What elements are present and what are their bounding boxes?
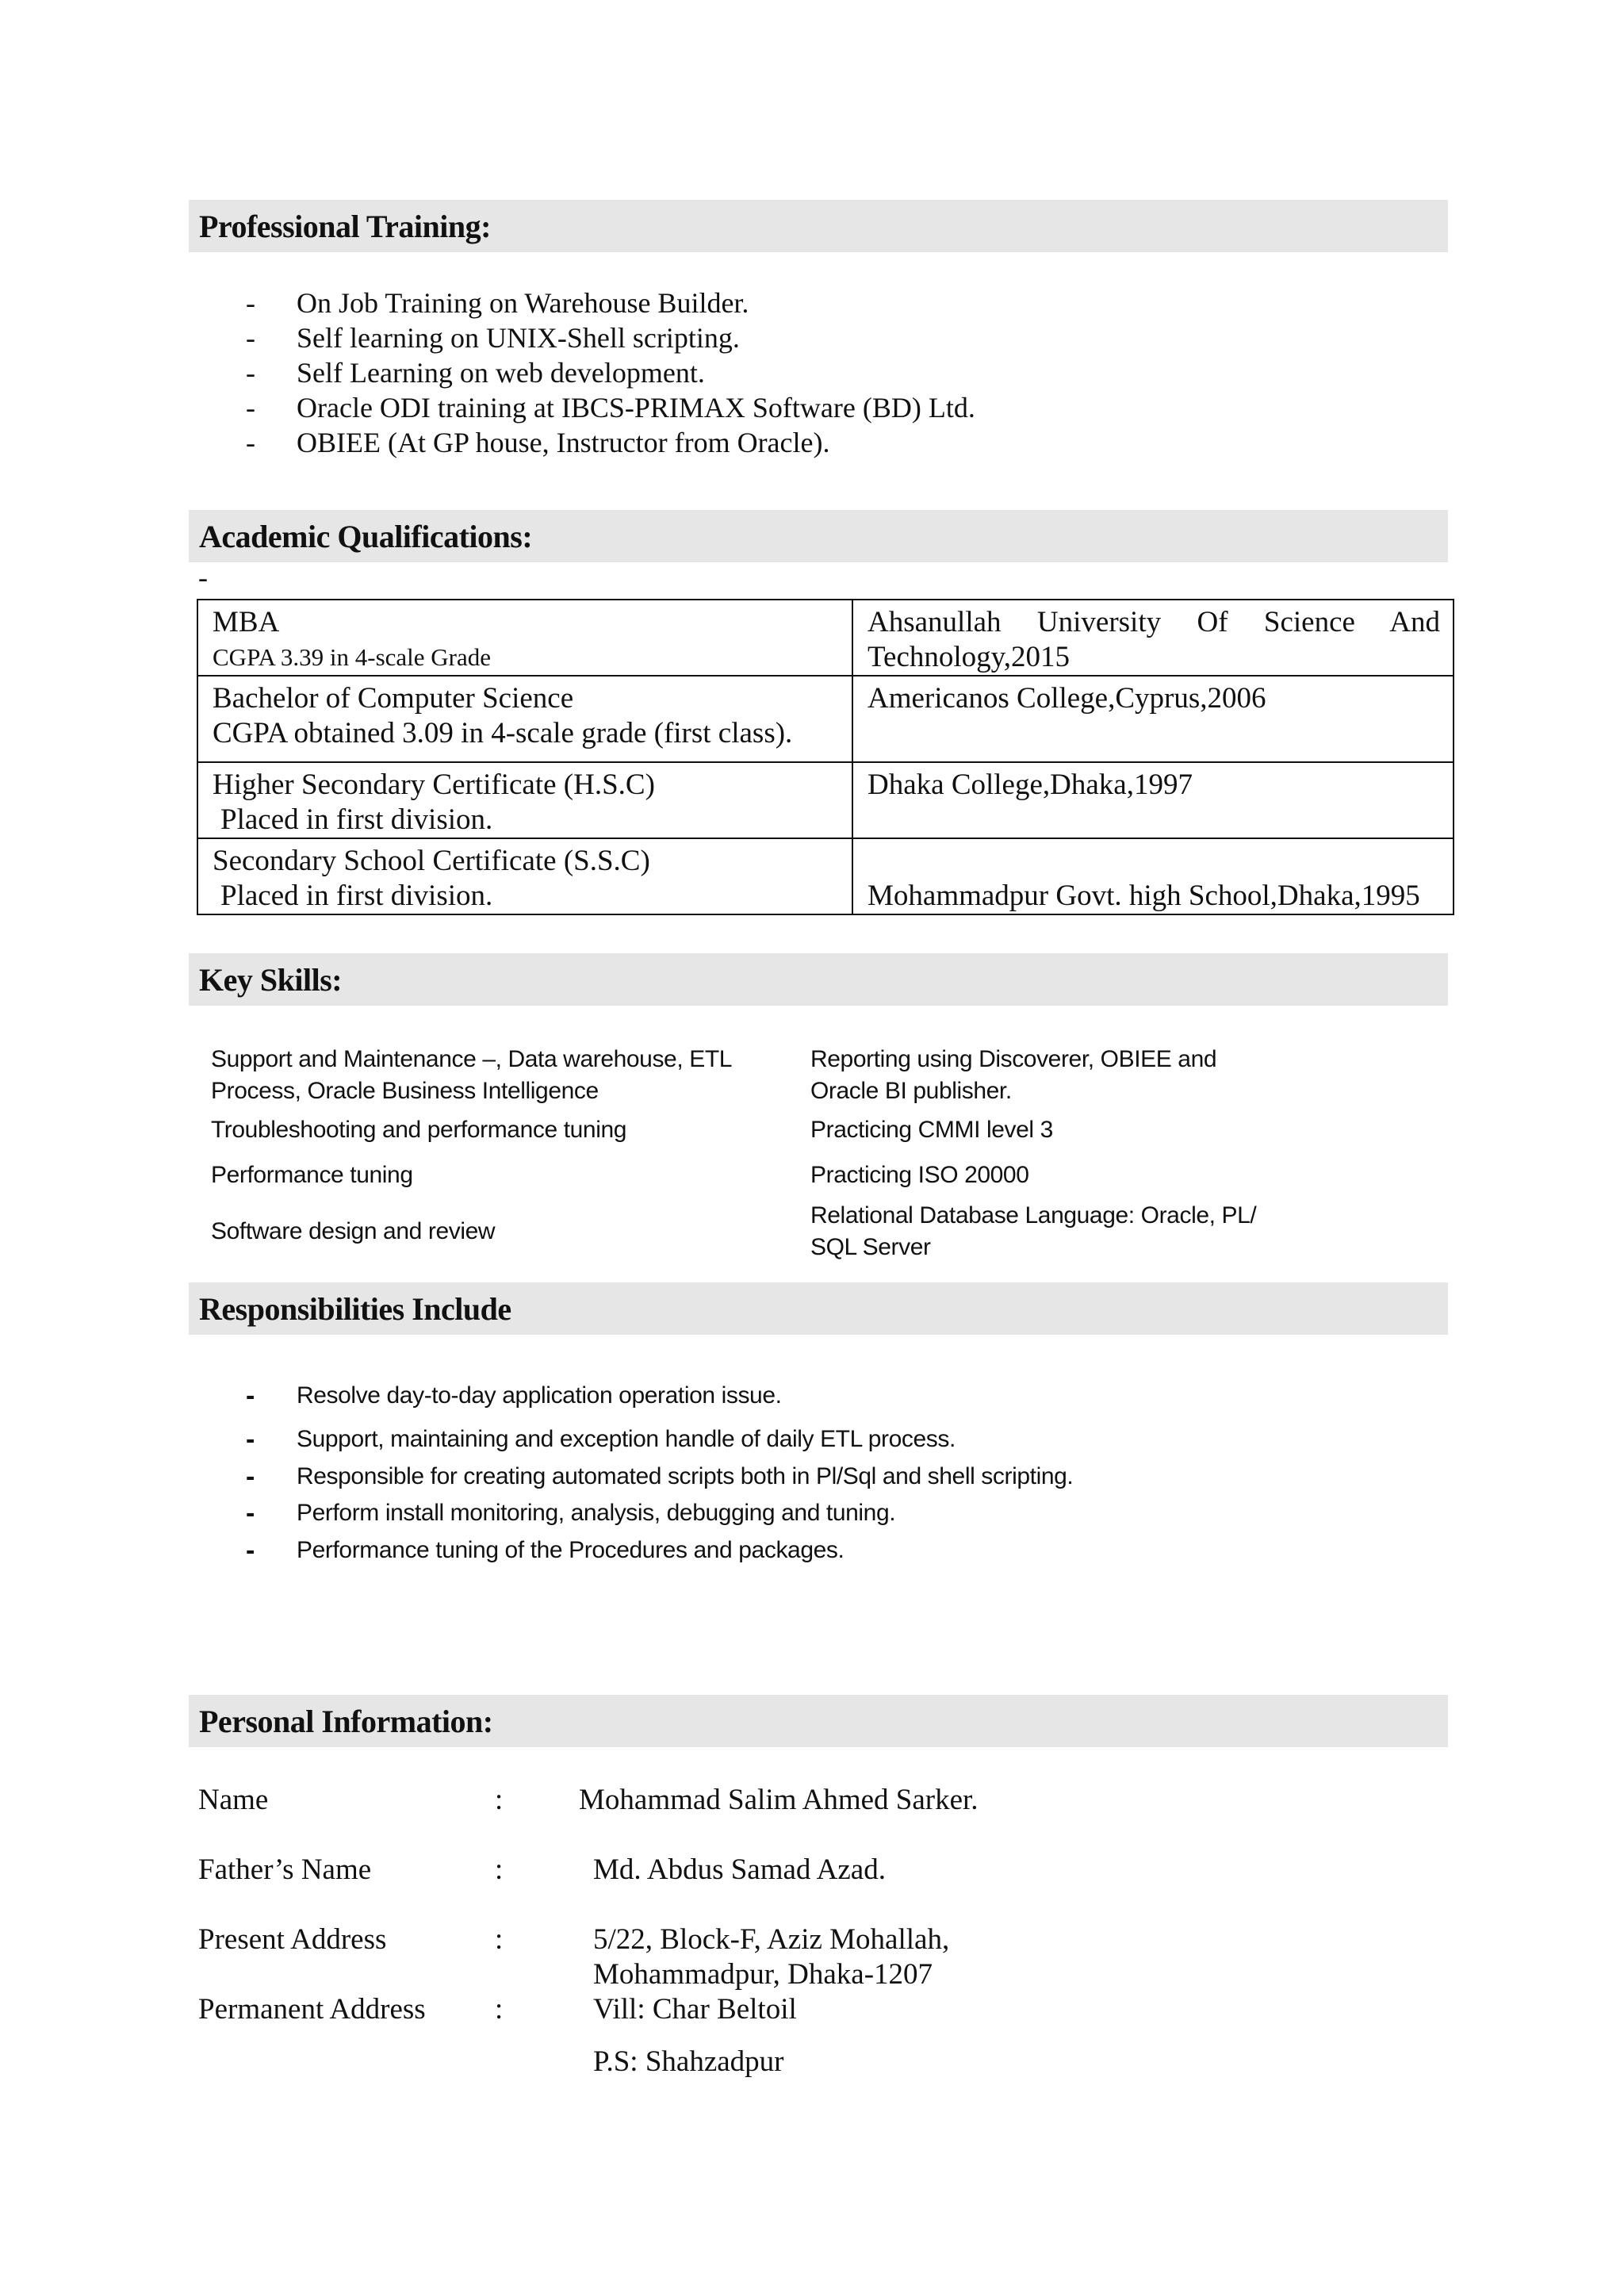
list-item: - Support, maintaining and exception handle of daily ETL process. xyxy=(246,1424,956,1455)
name-value: Mohammad Salim Ahmed Sarker. xyxy=(579,1784,979,1816)
table-row xyxy=(197,600,1454,676)
dash-bullet: - xyxy=(246,287,255,319)
institution-cell: Ahsanullah University Of Science And Technology,2015 xyxy=(852,600,1454,676)
present-address-line2: Mohammadpur, Dhaka-1207 xyxy=(593,1958,933,1991)
father-name-value: Md. Abdus Samad Azad. xyxy=(593,1853,886,1886)
list-item: - Self Learning on web development. xyxy=(246,357,705,389)
academic-qualifications-header xyxy=(189,510,1448,562)
skill-item: Software design and review xyxy=(211,1218,496,1244)
skill-item: Practicing CMMI level 3 xyxy=(810,1117,1053,1143)
skill-row xyxy=(211,1114,1321,1159)
colon: : xyxy=(495,1993,504,2026)
degree-cell: MBA CGPA 3.39 in 4-scale Grade xyxy=(197,600,852,676)
list-item: - Resolve day-to-day application operation issue. xyxy=(246,1381,782,1411)
dash-bullet: - xyxy=(246,1498,255,1528)
responsibilities-list xyxy=(246,1382,1073,1573)
dash-bullet: - xyxy=(246,1381,255,1411)
skill-row xyxy=(211,1200,1321,1267)
dash-bullet: - xyxy=(246,1424,255,1455)
father-name-label: Father’s Name xyxy=(198,1853,372,1886)
present-address-line1: 5/22, Block-F, Aziz Mohallah, xyxy=(593,1923,950,1956)
key-skills-grid xyxy=(211,1044,1321,1267)
dash-bullet: - xyxy=(246,427,255,458)
dash-bullet: - xyxy=(246,1461,255,1492)
colon: : xyxy=(495,1923,504,1956)
training-list xyxy=(246,286,975,460)
skill-item: Relational Database Language: Oracle, PL/ SQL Server xyxy=(810,1202,1257,1260)
section-title: Professional Training: xyxy=(199,209,491,244)
list-item: - OBIEE (At GP house, Instructor from Oracle). xyxy=(246,427,830,458)
table-row xyxy=(197,762,1454,838)
list-item: - Performance tuning of the Procedures and packages. xyxy=(246,1535,845,1566)
table-row xyxy=(197,838,1454,914)
skill-row xyxy=(211,1044,1321,1114)
section-title: Key Skills: xyxy=(199,962,343,998)
permanent-address-label: Permanent Address xyxy=(198,1993,426,2026)
list-item: - Self learning on UNIX-Shell scripting. xyxy=(246,322,740,354)
degree-cell: Higher Secondary Certificate (H.S.C) Placed in first division. xyxy=(197,762,852,838)
section-title: Responsibilities Include xyxy=(199,1291,511,1327)
institution-cell: Mohammadpur Govt. high School,Dhaka,1995 xyxy=(852,838,1454,914)
list-item: - Perform install monitoring, analysis, debugging and tuning. xyxy=(246,1498,896,1528)
table-row xyxy=(197,676,1454,762)
degree-cell: Bachelor of Computer Science CGPA obtained 3.09 in 4-scale grade (first class). xyxy=(197,676,852,762)
list-item: - Responsible for creating automated scripts both in Pl/Sql and shell scripting. xyxy=(246,1461,1074,1492)
name-label: Name xyxy=(198,1784,269,1816)
skill-row xyxy=(211,1159,1321,1200)
present-address-label: Present Address xyxy=(198,1923,387,1956)
responsibilities-header xyxy=(189,1282,1448,1335)
colon: : xyxy=(495,1853,504,1886)
personal-information-header xyxy=(189,1695,1448,1747)
key-skills-header xyxy=(189,953,1448,1006)
degree-cell: Secondary School Certificate (S.S.C) Placed in first division. xyxy=(197,838,852,914)
skill-item: Performance tuning xyxy=(211,1162,413,1188)
dash-bullet: - xyxy=(246,322,255,354)
professional-training-header xyxy=(189,200,1448,252)
section-title: Personal Information: xyxy=(199,1704,493,1739)
section-title: Academic Qualifications: xyxy=(199,519,533,554)
institution-cell: Americanos College,Cyprus,2006 xyxy=(852,676,1454,762)
dash-bullet: - xyxy=(246,1535,255,1566)
skill-item: Practicing ISO 20000 xyxy=(810,1162,1029,1188)
institution-cell: Dhaka College,Dhaka,1997 xyxy=(852,762,1454,838)
academic-table xyxy=(197,599,1454,915)
list-item: - Oracle ODI training at IBCS-PRIMAX Software (BD) Ltd. xyxy=(246,392,975,424)
permanent-address-line1: Vill: Char Beltoil xyxy=(593,1993,797,2026)
skill-item: Support and Maintenance –, Data warehouse, ETL Process, Oracle Business Intelligence xyxy=(211,1046,733,1104)
dash-bullet: - xyxy=(246,392,255,424)
colon: : xyxy=(495,1784,504,1816)
skill-item: Reporting using Discoverer, OBIEE and Oracle BI publisher. xyxy=(810,1046,1217,1104)
skill-item: Troubleshooting and performance tuning xyxy=(211,1117,627,1143)
permanent-address-line2: P.S: Shahzadpur xyxy=(593,2045,784,2078)
dash-bullet: - xyxy=(246,357,255,389)
stray-dash: - xyxy=(198,562,208,593)
list-item: - On Job Training on Warehouse Builder. xyxy=(246,287,749,319)
